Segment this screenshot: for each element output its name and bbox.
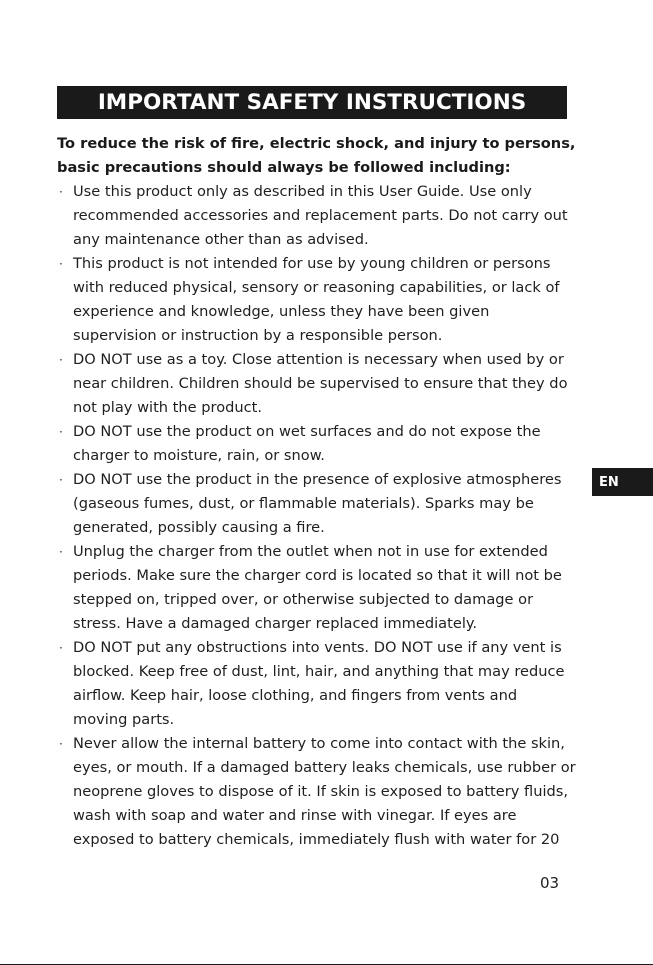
- list-item-line: exposed to battery chemicals, immediately flush with water for 20: [73, 831, 560, 848]
- language-tab: [592, 468, 653, 496]
- list-item-line: (gaseous fumes, dust, or flammable materials). Sparks may be: [73, 495, 534, 512]
- list-item: [57, 636, 577, 732]
- list-item-line: any maintenance other than as advised.: [73, 231, 369, 248]
- intro-line: To reduce the risk of fire, electric shock, and injury to persons,: [57, 135, 576, 152]
- bullet-glyph: ·: [59, 185, 63, 199]
- list-item-line: neoprene gloves to dispose of it. If skin is exposed to battery fluids,: [73, 783, 569, 800]
- list-item: [57, 420, 577, 468]
- section-title: [57, 86, 567, 119]
- list-item: [57, 468, 577, 540]
- list-item: [57, 252, 577, 348]
- safety-instructions-list: [57, 180, 577, 852]
- list-item-line: DO NOT use the product on wet surfaces and do not expose the: [73, 423, 541, 440]
- bullet-glyph: ·: [59, 257, 63, 271]
- list-item-line: Never allow the internal battery to come into contact with the skin,: [73, 735, 565, 752]
- list-item-line: with reduced physical, sensory or reasoning capabilities, or lack of: [73, 279, 560, 296]
- list-item: [57, 732, 577, 852]
- list-item-line: recommended accessories and replacement parts. Do not carry out: [73, 207, 568, 224]
- list-item-line: DO NOT use as a toy. Close attention is necessary when used by or: [73, 351, 564, 368]
- list-item-line: not play with the product.: [73, 399, 263, 416]
- page-number: 03: [540, 874, 560, 892]
- bullet-glyph: ·: [59, 425, 63, 439]
- list-item-line: stress. Have a damaged charger replaced immediately.: [73, 615, 478, 632]
- list-item-line: moving parts.: [73, 711, 175, 728]
- list-item-line: Use this product only as described in this User Guide. Use only: [73, 183, 532, 200]
- list-item-line: supervision or instruction by a responsible person.: [73, 327, 443, 344]
- list-item-line: generated, possibly causing a fire.: [73, 519, 325, 536]
- bullet-glyph: ·: [59, 353, 63, 367]
- list-item-line: stepped on, tripped over, or otherwise subjected to damage or: [73, 591, 534, 608]
- intro-line: basic precautions should always be followed including:: [57, 159, 511, 176]
- list-item-line: eyes, or mouth. If a damaged battery leaks chemicals, use rubber or: [73, 759, 576, 776]
- list-item-line: airflow. Keep hair, loose clothing, and fingers from vents and: [73, 687, 518, 704]
- intro-paragraph: [57, 132, 576, 180]
- list-item-line: DO NOT use the product in the presence of explosive atmospheres: [73, 471, 562, 488]
- list-item-line: charger to moisture, rain, or snow.: [73, 447, 325, 464]
- list-item-line: This product is not intended for use by young children or persons: [73, 255, 551, 272]
- list-item-line: near children. Children should be supervised to ensure that they do: [73, 375, 568, 392]
- list-item: [57, 540, 577, 636]
- list-item-line: blocked. Keep free of dust, lint, hair, and anything that may reduce: [73, 663, 565, 680]
- list-item: [57, 348, 577, 420]
- list-item-line: DO NOT put any obstructions into vents. DO NOT use if any vent is: [73, 639, 562, 656]
- section-title-text: IMPORTANT SAFETY INSTRUCTIONS: [97, 90, 527, 115]
- language-tab-label: EN: [599, 474, 619, 490]
- bullet-glyph: ·: [59, 737, 63, 751]
- bullet-glyph: ·: [59, 641, 63, 655]
- list-item-line: experience and knowledge, unless they have been given: [73, 303, 490, 320]
- bullet-glyph: ·: [59, 473, 63, 487]
- bullet-glyph: ·: [59, 545, 63, 559]
- list-item-line: Unplug the charger from the outlet when not in use for extended: [73, 543, 548, 560]
- list-item-line: periods. Make sure the charger cord is located so that it will not be: [73, 567, 562, 584]
- list-item: [57, 180, 577, 252]
- list-item-line: wash with soap and water and rinse with vinegar. If eyes are: [73, 807, 517, 824]
